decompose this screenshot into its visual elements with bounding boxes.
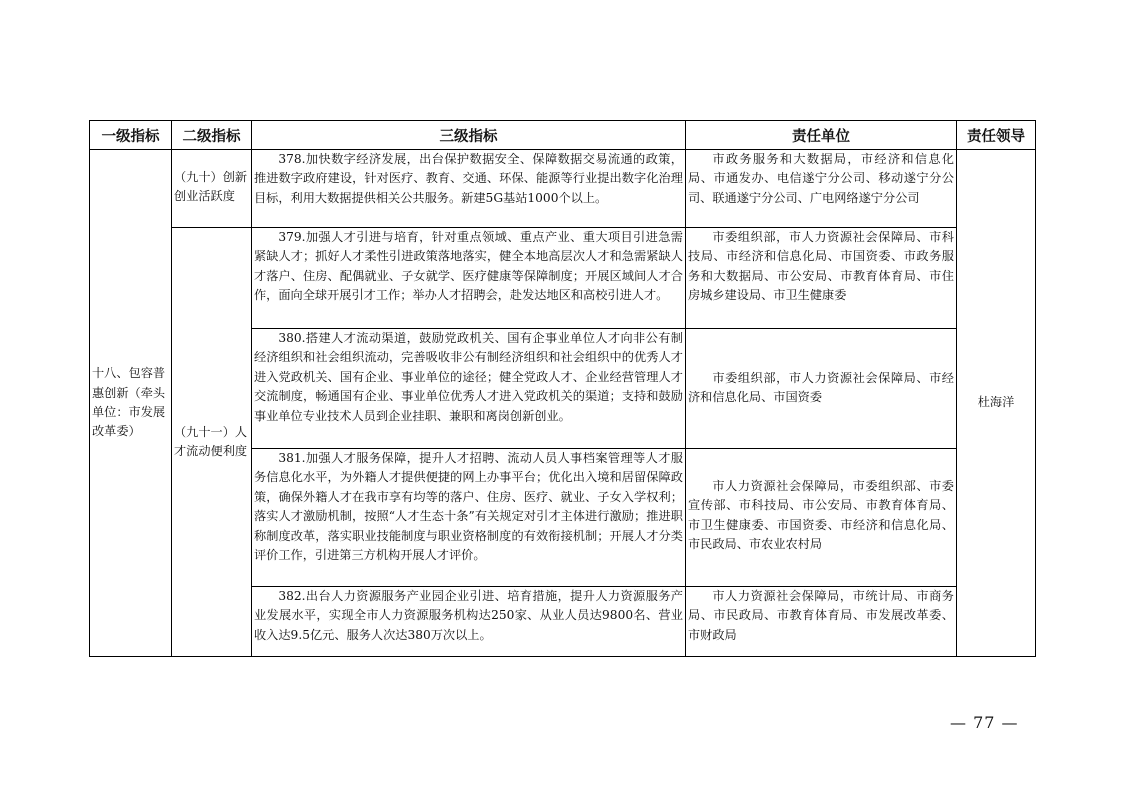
indicator-table (89, 120, 1036, 657)
level2-cell: （九十）创新创业活跃度 (172, 150, 252, 228)
unit-cell: 市人力资源社会保障局，市委组织部、市委宣传部、市科技局、市公安局、市教育体育局、市卫生健康委、市国资委、市经济和信息化局、市民政局、市农业农村局 (686, 449, 957, 587)
level1-cell: 十八、包容普惠创新（牵头单位：市发展改革委） (90, 150, 172, 657)
table-row (90, 150, 1036, 228)
unit-cell: 市政务服务和大数据局，市经济和信息化局、市通发办、电信遂宁分公司、移动遂宁分公司、联通遂宁分公司、广电网络遂宁分公司 (686, 150, 957, 228)
header-leader: 责任领导 (957, 121, 1036, 150)
level3-cell: 381.加强人才服务保障，提升人才招聘、流动人员人事档案管理等人才服务信息化水平，为外籍人才提供便捷的网上办事平台；优化出入境和居留保障政策，确保外籍人才在我市享有均等的落户、住房、医疗、就业、子女入学权利；落实人才激励机制，按照“人才生态十条”有关规定对引才主体进行激励；推进职称制度改革，落实职业技能制度与职业资格制度的有效衔接机制；开展人才分类评价工作，引进第三方机构开展人才评价。 (252, 449, 686, 587)
level3-cell: 380.搭建人才流动渠道，鼓励党政机关、国有企事业单位人才向非公有制经济组织和社会组织流动，完善吸收非公有制经济组织和社会组织中的优秀人才进入党政机关、国有企业、事业单位的途径；健全党政人才、企业经营管理人才交流制度，畅通国有企业、事业单位优秀人才进入党政机关的渠道；支持和鼓励事业单位专业技术人员到企业挂职、兼职和离岗创新创业。 (252, 329, 686, 449)
header-level2: 二级指标 (172, 121, 252, 150)
header-row (90, 121, 1036, 150)
page-number: — 77 — (950, 713, 1019, 732)
table-row (90, 228, 1036, 329)
unit-cell: 市委组织部，市人力资源社会保障局、市经济和信息化局、市国资委 (686, 329, 957, 449)
unit-cell: 市人力资源社会保障局，市统计局、市商务局、市民政局、市教育体育局、市发展改革委、市财政局 (686, 587, 957, 657)
level3-cell: 382.出台人力资源服务产业园企业引进、培育措施，提升人力资源服务产业发展水平，实现全市人力资源服务机构达250家、从业人员达9800名、营业收入达9.5亿元、服务人次达380万次以上。 (252, 587, 686, 657)
header-unit: 责任单位 (686, 121, 957, 150)
level2-cell: （九十一）人才流动便利度 (172, 228, 252, 657)
header-level1: 一级指标 (90, 121, 172, 150)
unit-cell: 市委组织部，市人力资源社会保障局、市科技局、市经济和信息化局、市国资委、市政务服务和大数据局、市公安局、市教育体育局、市住房城乡建设局、市卫生健康委 (686, 228, 957, 329)
header-level3: 三级指标 (252, 121, 686, 150)
leader-cell: 杜海洋 (957, 150, 1036, 657)
level3-cell: 378.加快数字经济发展，出台保护数据安全、保障数据交易流通的政策，推进数字政府建设，针对医疗、教育、交通、环保、能源等行业提出数字化治理目标，利用大数据提供相关公共服务。新建5G基站1000个以上。 (252, 150, 686, 228)
level3-cell: 379.加强人才引进与培育，针对重点领域、重点产业、重大项目引进急需紧缺人才；抓好人才柔性引进政策落地落实，健全本地高层次人才和急需紧缺人才落户、住房、配偶就业、子女就学、医疗健康等保障制度；开展区域间人才合作，面向全球开展引才工作；举办人才招聘会，赴发达地区和高校引进人才。 (252, 228, 686, 329)
